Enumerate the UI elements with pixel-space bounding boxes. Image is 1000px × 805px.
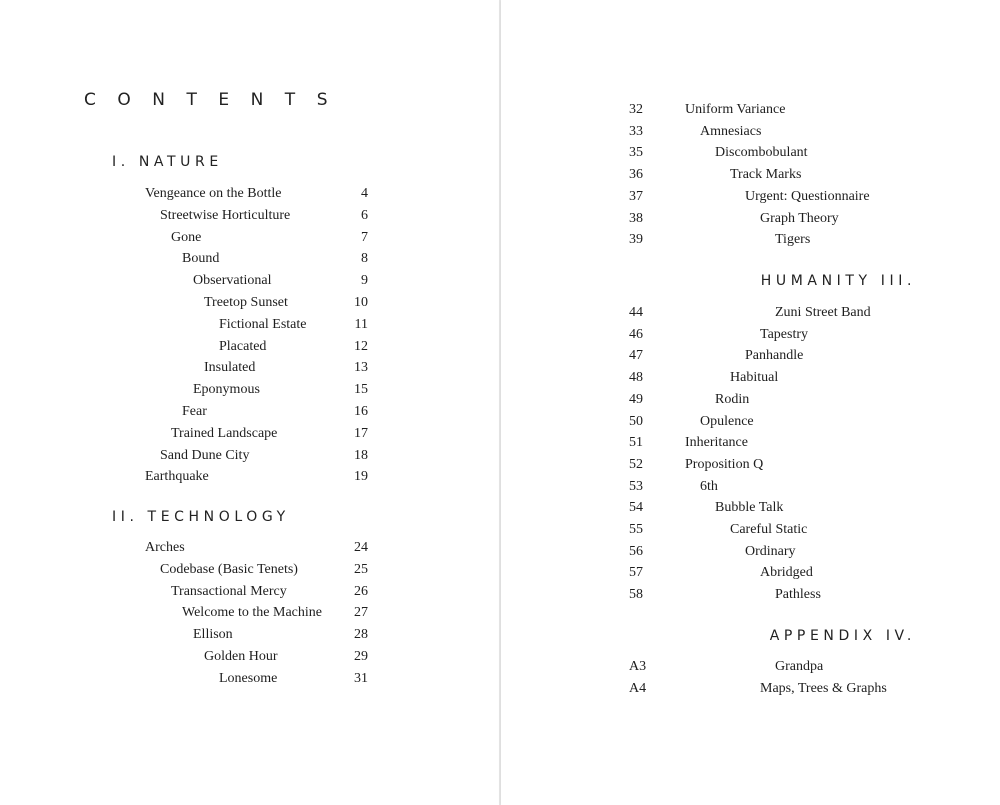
toc-entry-title: Ordinary [745, 543, 796, 559]
toc-entry-title: Golden Hour [204, 649, 278, 664]
toc-entry-page: 52 [629, 456, 643, 472]
toc-entry-title: Urgent: Questionnaire [745, 188, 870, 204]
toc-entry-page: 18 [354, 447, 368, 463]
toc-entry-title: Opulence [700, 413, 754, 429]
toc-entry-page: 57 [629, 565, 643, 581]
toc-entry-page: 50 [629, 413, 643, 429]
toc-entry-title: Treetop Sunset [204, 295, 288, 310]
toc-entry-title: Zuni Street Band [775, 305, 871, 320]
toc-entry-title: Fear [182, 404, 207, 419]
toc-entry-title: Bound [182, 251, 220, 267]
toc-entry-page: 6 [361, 207, 368, 223]
toc-entry-title: Eponymous [193, 382, 260, 398]
toc-entry-page: 47 [629, 348, 643, 364]
toc-entry-title: Fictional Estate [219, 316, 307, 332]
toc-entry-page: 29 [354, 649, 368, 664]
toc-entry-title: Discombobulant [715, 145, 808, 161]
toc-entry-title: Lonesome [219, 670, 278, 686]
toc-entry-title: Streetwise Horticulture [160, 207, 291, 223]
toc-entry-title: Observational [193, 273, 272, 289]
toc-entry-title: Arches [145, 540, 185, 555]
contents-title: CONTENTS [84, 90, 349, 110]
toc-entry-title: Abridged [760, 565, 813, 581]
toc-entry-title: Gone [171, 229, 202, 245]
toc-entry-title: Ellison [193, 627, 233, 643]
toc-entry-title: Pathless [775, 587, 821, 603]
section-heading-technology: II. TECHNOLOGY [112, 509, 290, 525]
toc-entry-page: 15 [354, 382, 368, 398]
toc-entry-page: 55 [629, 522, 643, 537]
toc-entry-title: Rodin [715, 391, 750, 407]
toc-entry-page: 27 [354, 605, 368, 621]
toc-entry-page: 39 [629, 232, 643, 248]
toc-entry-page: A4 [629, 680, 647, 696]
section-heading-humanity: HUMANITY III. [760, 273, 916, 289]
toc-entry-page: 35 [629, 145, 643, 161]
toc-entry-page: 13 [354, 360, 368, 376]
toc-entry-title: Welcome to the Machine [182, 605, 322, 621]
toc-entry-page: 25 [354, 561, 368, 577]
toc-entry-title: Transactional Mercy [171, 583, 287, 599]
toc-entry-page: 51 [629, 435, 643, 451]
toc-entry-page: 46 [629, 326, 643, 342]
toc-entry-title: Earthquake [145, 469, 209, 485]
right-page [501, 0, 1000, 805]
toc-entry-page: 10 [354, 295, 368, 310]
toc-entry-title: Bubble Talk [715, 500, 784, 516]
toc-entry-page: 16 [354, 404, 368, 419]
toc-entry-title: Panhandle [745, 348, 804, 364]
toc-entry-title: Graph Theory [760, 210, 839, 226]
section-heading-nature: I. NATURE [112, 154, 223, 170]
toc-entry-page: 53 [629, 478, 643, 494]
toc-entry-page: 44 [629, 305, 643, 320]
toc-entry-title: 6th [700, 478, 718, 494]
toc-entry-page: 37 [629, 188, 643, 204]
toc-entry-page: 17 [354, 425, 368, 441]
toc-entry-title: Grandpa [775, 659, 824, 674]
section-heading-appendix: APPENDIX IV. [769, 628, 916, 644]
toc-entry-title: Proposition Q [685, 456, 764, 472]
toc-entry-title: Uniform Variance [685, 102, 786, 117]
toc-entry-title: Maps, Trees & Graphs [760, 680, 887, 696]
toc-entry-page: 31 [354, 670, 368, 686]
toc-entry-page: 24 [354, 540, 368, 555]
toc-entry-page: 32 [629, 102, 643, 117]
toc-entry-page: 7 [361, 229, 368, 245]
toc-entry-title: Vengeance on the Bottle [145, 186, 282, 201]
toc-entry-page: 38 [629, 210, 643, 226]
toc-entry-page: 9 [361, 273, 368, 289]
toc-entry-page: 8 [361, 251, 368, 267]
toc-entry-title: Tigers [775, 232, 811, 248]
toc-entry-title: Amnesiacs [700, 123, 762, 139]
toc-entry-title: Habitual [730, 370, 779, 386]
toc-entry-page: 19 [354, 469, 368, 485]
toc-entry-page: A3 [629, 659, 647, 674]
toc-entry-title: Placated [219, 338, 267, 354]
toc-entry-page: 54 [629, 500, 643, 516]
toc-entry-page: 33 [629, 123, 643, 139]
toc-entry-title: Track Marks [730, 167, 802, 183]
toc-entry-title: Trained Landscape [171, 425, 278, 441]
toc-entry-title: Sand Dune City [160, 447, 250, 463]
toc-entry-title: Careful Static [730, 522, 808, 537]
toc-entry-page: 28 [354, 627, 368, 643]
toc-entry-page: 26 [354, 583, 368, 599]
toc-entry-page: 12 [354, 338, 368, 354]
toc-entry-page: 4 [361, 186, 368, 201]
toc-entry-page: 58 [629, 587, 643, 603]
left-page [0, 0, 499, 805]
toc-entry-page: 56 [629, 543, 643, 559]
toc-entry-title: Insulated [204, 360, 256, 376]
toc-entry-title: Codebase (Basic Tenets) [160, 561, 298, 577]
toc-entry-page: 11 [354, 316, 368, 332]
toc-entry-title: Tapestry [760, 326, 809, 342]
toc-entry-page: 49 [629, 391, 643, 407]
toc-entry-page: 36 [629, 167, 643, 183]
toc-entry-title: Inheritance [685, 435, 748, 451]
toc-entry-page: 48 [629, 370, 643, 386]
